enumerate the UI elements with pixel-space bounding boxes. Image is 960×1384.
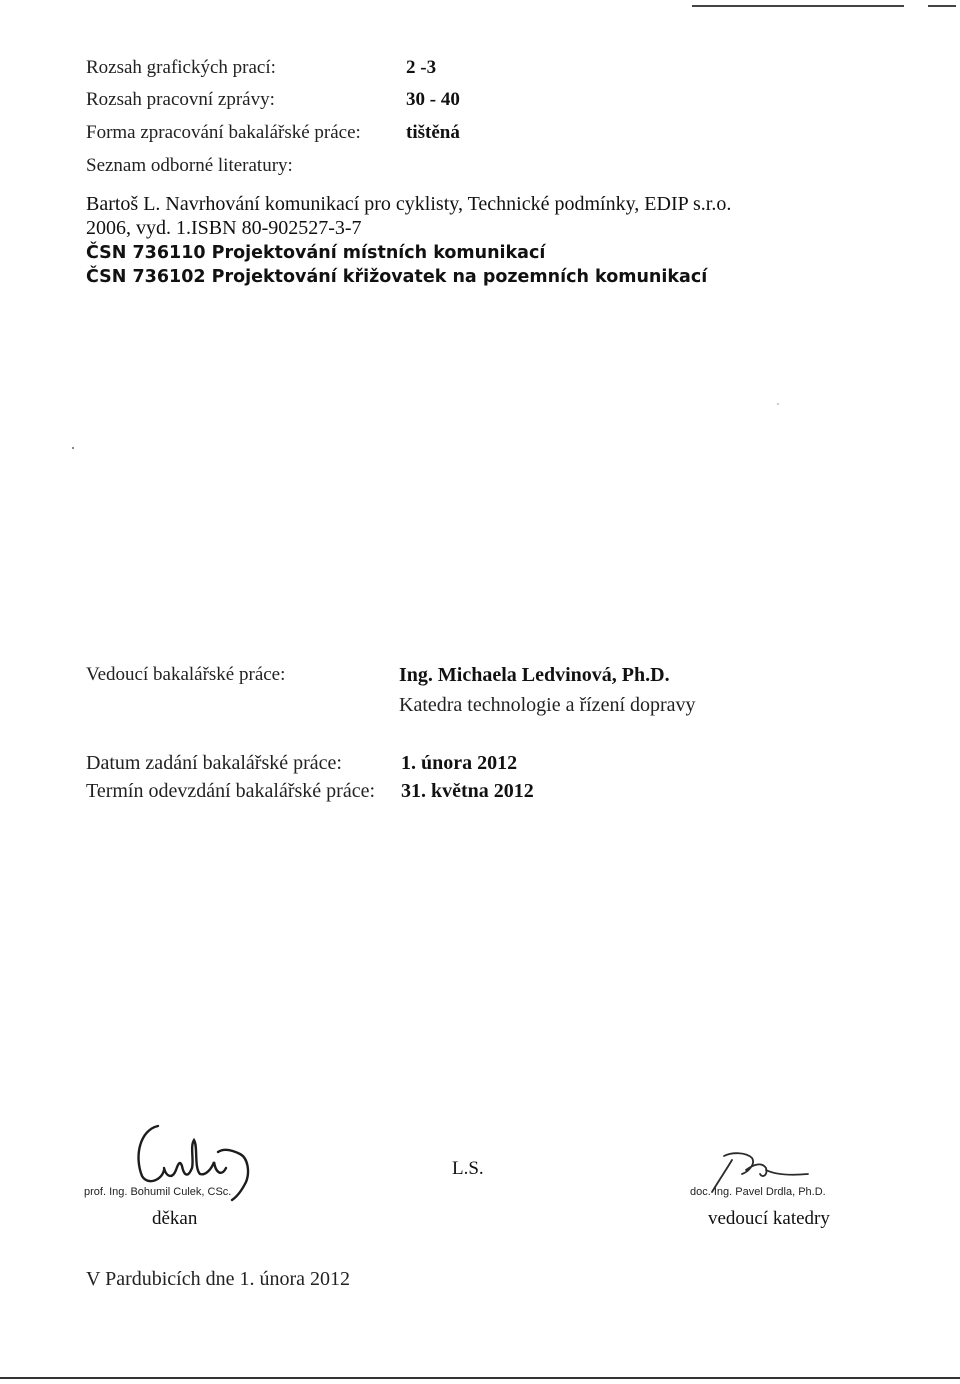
literature-item: ČSN 736102 Projektování křižovatek na pozemních komunikací <box>86 267 708 287</box>
assigned-date-label: Datum zadání bakalářské práce: <box>86 752 342 774</box>
due-date-value: 31. května 2012 <box>401 780 534 802</box>
graphic-works-value: 2 -3 <box>406 57 437 78</box>
head-name: doc. Ing. Pavel Drdla, Ph.D. <box>690 1186 826 1198</box>
literature-item: ČSN 736110 Projektování místních komunikací <box>86 243 546 263</box>
scan-top-rule <box>692 5 904 7</box>
assigned-date-value: 1. února 2012 <box>401 752 518 774</box>
form-label: Forma zpracování bakalářské práce: <box>86 122 361 143</box>
report-length-value: 30 - 40 <box>406 89 460 110</box>
graphic-works-label: Rozsah grafických prací: <box>86 57 276 78</box>
report-length-label: Rozsah pracovní zprávy: <box>86 89 275 110</box>
supervisor-label: Vedoucí bakalářské práce: <box>86 664 286 685</box>
dean-name: prof. Ing. Bohumil Culek, CSc. <box>84 1186 232 1198</box>
scan-speck <box>72 447 74 449</box>
supervisor-name: Ing. Michaela Ledvinová, Ph.D. <box>399 664 670 686</box>
scan-top-rule-right <box>928 5 956 7</box>
supervisor-department: Katedra technologie a řízení dopravy <box>399 694 696 716</box>
dean-title: děkan <box>152 1208 198 1229</box>
form-value: tištěná <box>406 122 460 143</box>
due-date-label: Termín odevzdání bakalářské práce: <box>86 780 376 802</box>
literature-item: 2006, vyd. 1.ISBN 80-902527-3-7 <box>86 217 362 239</box>
literature-label: Seznam odborné literatury: <box>86 155 293 176</box>
scan-speck <box>777 403 779 405</box>
head-title: vedoucí katedry <box>708 1208 830 1229</box>
seal-mark: L.S. <box>452 1158 484 1179</box>
literature-item: Bartoš L. Navrhování komunikací pro cyklisty, Technické podmínky, EDIP s.r.o. <box>86 193 732 215</box>
scan-bottom-rule <box>0 1377 960 1379</box>
place-date: V Pardubicích dne 1. února 2012 <box>86 1268 351 1290</box>
